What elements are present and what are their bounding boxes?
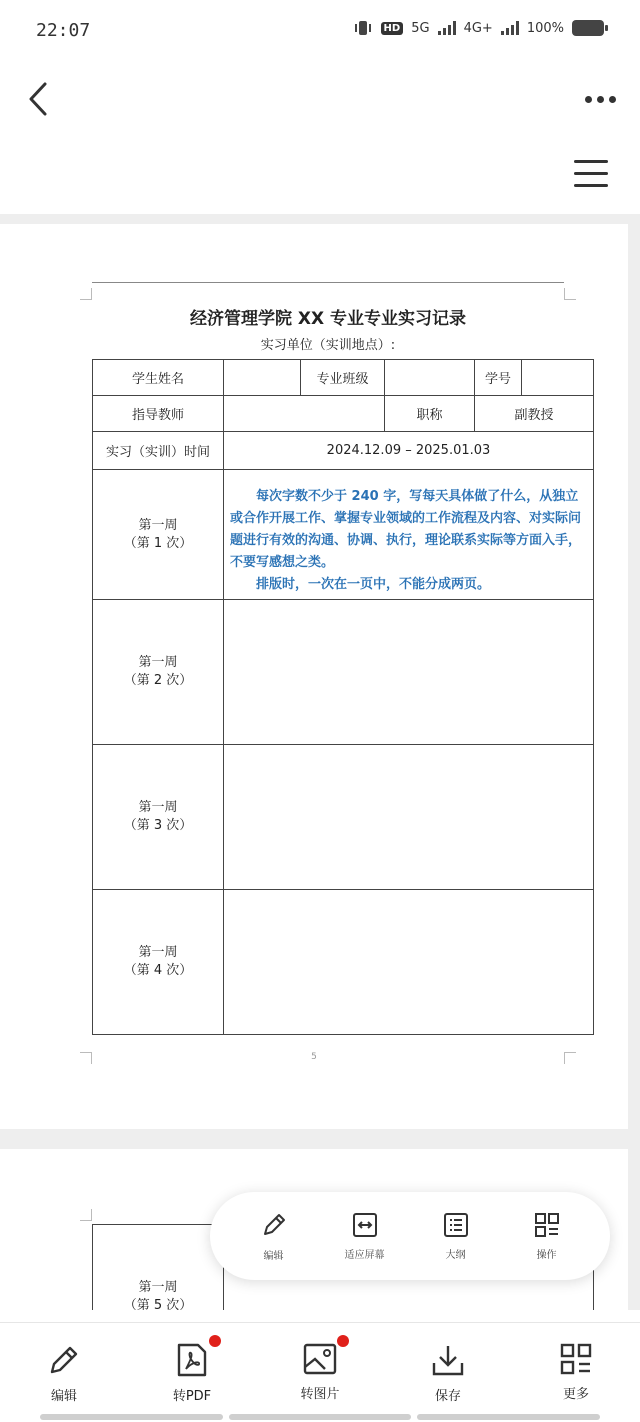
pdf-file-icon (176, 1343, 208, 1377)
table-row (93, 432, 594, 470)
week-line2: （第 3 次） (123, 818, 193, 833)
week-label (93, 600, 224, 745)
to-pdf-label: 转PDF (172, 1389, 212, 1404)
outline-label: 大纲 (445, 1249, 466, 1261)
gesture-segment (40, 1414, 223, 1420)
margin-corner (80, 288, 92, 300)
signal-5g: 5G (411, 20, 430, 36)
student-id-label: 学号 (475, 360, 522, 396)
status-icons (353, 20, 604, 36)
time-label: 实习（实训）时间 (93, 432, 224, 470)
floating-toolbar (210, 1192, 610, 1280)
student-id-value[interactable] (522, 360, 594, 396)
grid-icon (560, 1343, 592, 1375)
pencil-icon (47, 1343, 81, 1377)
week-label (93, 890, 224, 1035)
teacher-label: 指导教师 (93, 396, 224, 432)
table-row (93, 360, 594, 396)
operate-button[interactable] (507, 1212, 587, 1261)
signal-icon-2 (501, 21, 519, 35)
grid-icon (534, 1212, 560, 1238)
time-value: 2024.12.09 – 2025.01.03 (224, 432, 594, 470)
download-icon (431, 1343, 465, 1377)
battery-icon (572, 20, 604, 36)
gesture-segment (417, 1414, 600, 1420)
signal-icon (438, 21, 456, 35)
title-label: 职称 (385, 396, 475, 432)
week-line2: （第 4 次） (123, 963, 193, 978)
more-options-button[interactable] (582, 84, 618, 114)
notification-dot (209, 1335, 221, 1347)
dot-icon (585, 96, 592, 103)
save-button[interactable] (403, 1343, 493, 1422)
document-title: 经济管理学院 XX 专业专业实习记录 (189, 309, 467, 329)
nav-bar (0, 64, 640, 134)
student-name-label: 学生姓名 (93, 360, 224, 396)
edit-float-label: 编辑 (263, 1250, 284, 1262)
week-line1: 第一周 (138, 945, 178, 960)
week-label (93, 470, 224, 600)
more-button[interactable] (531, 1343, 621, 1422)
week-line2: （第 1 次） (123, 535, 193, 551)
week-line1: 第一周 (138, 655, 178, 670)
operate-label: 操作 (536, 1249, 557, 1261)
record-table (92, 359, 594, 1035)
fit-screen-button[interactable] (325, 1212, 405, 1261)
outline-button[interactable] (416, 1212, 496, 1261)
notification-dot (337, 1335, 349, 1347)
document-page (0, 224, 628, 1129)
document-toolbar (0, 134, 640, 214)
week-line2: （第 5 次） (123, 1298, 193, 1310)
status-time: 22:07 (36, 20, 91, 41)
image-icon (303, 1343, 337, 1375)
table-row (93, 890, 594, 1035)
week-content[interactable] (224, 600, 594, 745)
battery-text: 100% (526, 20, 564, 36)
edit-button[interactable] (19, 1343, 109, 1422)
student-name-value[interactable] (224, 360, 301, 396)
more-label: 更多 (562, 1387, 589, 1402)
fit-screen-label: 适应屏幕 (344, 1249, 385, 1261)
week-line1: 第一周 (138, 517, 178, 533)
hamburger-icon (574, 156, 608, 192)
week-label (93, 745, 224, 890)
class-label: 专业班级 (301, 360, 385, 396)
chevron-left-icon (27, 81, 49, 117)
week-line1: 第一周 (138, 800, 178, 815)
edit-float-button[interactable] (234, 1211, 314, 1262)
back-button[interactable] (18, 74, 58, 124)
document-viewer[interactable] (0, 214, 640, 1310)
teacher-value[interactable] (224, 396, 385, 432)
week-label (93, 1225, 224, 1311)
pencil-icon (260, 1211, 288, 1239)
table-row (93, 745, 594, 890)
dot-icon (597, 96, 604, 103)
week-content[interactable] (224, 745, 594, 890)
dot-icon (609, 96, 616, 103)
table-row (93, 600, 594, 745)
table-row (93, 470, 594, 600)
signal-4g: 4G+ (463, 20, 493, 36)
gesture-bar (0, 1414, 640, 1420)
status-bar (0, 0, 640, 64)
bottom-toolbar (0, 1322, 640, 1422)
margin-corner (80, 1209, 92, 1221)
page-number: 5 (311, 1052, 317, 1062)
instruction-text: 每次字数不少于 240 字，写每天具体做了什么，从独立或合作开展工作、掌握专业领域的工作流程及内容、对实际问题进行有效的沟通、协调、执行，理论联系实际等方面入手，不要写感想之类。 (230, 488, 582, 570)
week-line1: 第一周 (138, 1280, 178, 1295)
class-value[interactable] (385, 360, 475, 396)
table-row (93, 396, 594, 432)
hd-badge: HD (381, 22, 404, 35)
document-subtitle: 实习单位（实训地点）: (260, 338, 396, 353)
header-line (92, 282, 564, 283)
week-content[interactable] (224, 470, 594, 600)
margin-corner (564, 288, 576, 300)
vibrate-icon (353, 20, 373, 36)
to-image-button[interactable] (275, 1343, 365, 1422)
menu-button[interactable] (574, 156, 608, 192)
edit-label: 编辑 (50, 1389, 77, 1404)
gesture-segment (229, 1414, 412, 1420)
save-label: 保存 (434, 1389, 461, 1404)
to-pdf-button[interactable] (147, 1343, 237, 1422)
week-content[interactable] (224, 890, 594, 1035)
title-value: 副教授 (475, 396, 594, 432)
instruction-text: 排版时，一次在一页中，不能分成两页。 (256, 576, 491, 592)
outline-list-icon (443, 1212, 469, 1238)
to-image-label: 转图片 (300, 1387, 340, 1402)
week-line2: （第 2 次） (123, 673, 193, 688)
fit-width-icon (352, 1212, 378, 1238)
